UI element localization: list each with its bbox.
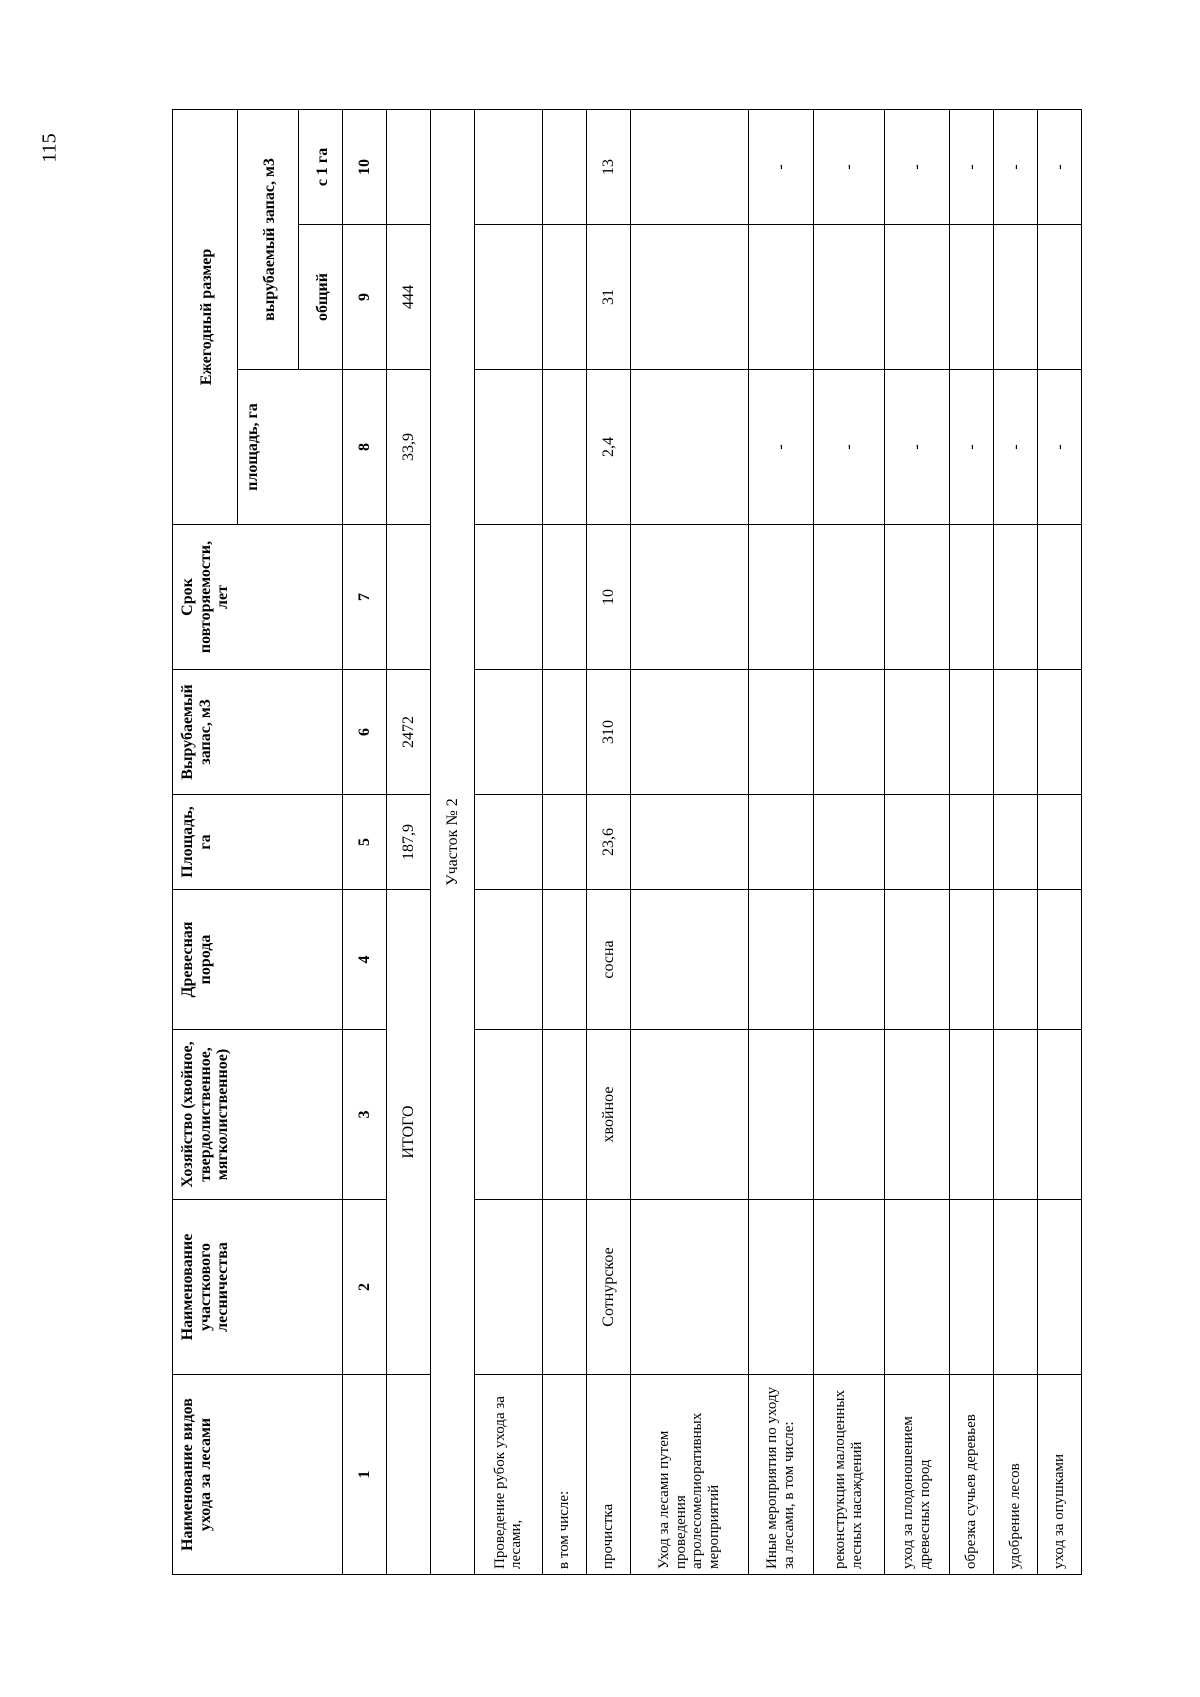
- col-number-4: 4: [342, 890, 386, 1030]
- forestry-cell: Сотнурское: [587, 1200, 631, 1375]
- area-cell: 23,6: [587, 795, 631, 890]
- col-number-10: 10: [342, 109, 386, 224]
- farm-type-cell: [1037, 1030, 1081, 1200]
- per-ha-cell: -: [884, 109, 949, 224]
- header-annual-stock: вырубаемый запас, м3: [238, 109, 299, 369]
- forestry-cell: [543, 1200, 587, 1375]
- annual-total-cell: 31: [587, 225, 631, 370]
- forestry-cell: [631, 1200, 748, 1375]
- annual-total-cell: [993, 225, 1037, 370]
- farm-type-cell: [993, 1030, 1037, 1200]
- stock-cell: 310: [587, 670, 631, 795]
- work-type-cell: Проведение рубок ухода за лесами,: [474, 1375, 542, 1575]
- header-forestry: Наименование участкового лесничества: [173, 1200, 343, 1375]
- per-ha-cell: -: [813, 109, 884, 224]
- work-type-cell: Иные мероприятия по уходу за лесами, в том числе:: [748, 1375, 813, 1575]
- farm-type-cell: [949, 1030, 993, 1200]
- rotated-table-container: [172, 110, 1082, 1575]
- annual-total-cell: [1037, 225, 1081, 370]
- annual-total-cell: [543, 225, 587, 370]
- area-cell: [543, 795, 587, 890]
- table-row: [748, 109, 813, 1574]
- section-label: Участок № 2: [430, 109, 474, 1574]
- species-cell: [474, 890, 542, 1030]
- header-area: Площадь, га: [173, 795, 343, 890]
- work-type-cell: уход за плодоношением древесных пород: [884, 1375, 949, 1575]
- header-annual-total: общий: [298, 225, 342, 370]
- annual-total-cell: [949, 225, 993, 370]
- header-stock: Вырубаемый запас, м3: [173, 670, 343, 795]
- area-cell: [631, 795, 748, 890]
- table-row: [543, 109, 587, 1574]
- farm-type-cell: [813, 1030, 884, 1200]
- annual-area-cell: 2,4: [587, 370, 631, 525]
- work-type-cell: прочистка: [587, 1375, 631, 1575]
- header-annual-area: площадь, га: [238, 370, 343, 525]
- annual-area-cell: -: [884, 370, 949, 525]
- stock-cell: [631, 670, 748, 795]
- col-number-6: 6: [342, 670, 386, 795]
- per-ha-cell: 13: [587, 109, 631, 224]
- col-number-9: 9: [342, 225, 386, 370]
- work-type-cell: удобрение лесов: [993, 1375, 1037, 1575]
- stock-cell: [993, 670, 1037, 795]
- farm-type-cell: [631, 1030, 748, 1200]
- period-cell: [993, 525, 1037, 670]
- period-cell: [474, 525, 542, 670]
- col-number-1: 1: [342, 1375, 386, 1575]
- period-cell: [631, 525, 748, 670]
- annual-area-cell: -: [949, 370, 993, 525]
- species-cell: [993, 890, 1037, 1030]
- area-cell: [474, 795, 542, 890]
- species-cell: [631, 890, 748, 1030]
- farm-type-cell: [884, 1030, 949, 1200]
- period-cell: 10: [587, 525, 631, 670]
- annual-area-cell: -: [748, 370, 813, 525]
- farm-type-cell: [474, 1030, 542, 1200]
- farm-type-cell: [748, 1030, 813, 1200]
- farm-type-cell: хвойное: [587, 1030, 631, 1200]
- species-cell: [1037, 890, 1081, 1030]
- forestry-cell: [884, 1200, 949, 1375]
- itogo-area: 187,9: [386, 795, 430, 890]
- forestry-cell: [813, 1200, 884, 1375]
- col-number-7: 7: [342, 525, 386, 670]
- table-row: [587, 109, 631, 1574]
- itogo-annual-area: 33,9: [386, 370, 430, 525]
- work-type-cell: в том числе:: [543, 1375, 587, 1575]
- per-ha-cell: [474, 109, 542, 224]
- period-cell: [1037, 525, 1081, 670]
- area-cell: [1037, 795, 1081, 890]
- stock-cell: [884, 670, 949, 795]
- itogo-stock: 2472: [386, 670, 430, 795]
- annual-area-cell: [631, 370, 748, 525]
- period-cell: [949, 525, 993, 670]
- table-row: [1037, 109, 1081, 1574]
- table-row: [993, 109, 1037, 1574]
- work-type-cell: Уход за лесами путем проведения агролесомелиоративных мероприятий: [631, 1375, 748, 1575]
- annual-total-cell: [813, 225, 884, 370]
- forestry-cell: [748, 1200, 813, 1375]
- itogo-blank: [386, 1375, 430, 1575]
- itogo-label: ИТОГО: [386, 890, 430, 1375]
- annual-total-cell: [631, 225, 748, 370]
- table-row: [631, 109, 748, 1574]
- work-type-cell: уход за опушками: [1037, 1375, 1081, 1575]
- forestry-cell: [1037, 1200, 1081, 1375]
- stock-cell: [748, 670, 813, 795]
- annual-total-cell: [884, 225, 949, 370]
- annual-total-cell: [748, 225, 813, 370]
- table-row: [813, 109, 884, 1574]
- area-cell: [949, 795, 993, 890]
- species-cell: сосна: [587, 890, 631, 1030]
- forestry-cell: [474, 1200, 542, 1375]
- col-number-3: 3: [342, 1030, 386, 1200]
- per-ha-cell: [543, 109, 587, 224]
- page-number: 115: [38, 133, 61, 163]
- header-farm-type: Хозяйство (хвойное, твердолиственное, мягколиственное): [173, 1030, 343, 1200]
- area-cell: [884, 795, 949, 890]
- annual-area-cell: [543, 370, 587, 525]
- header-annual-size: Ежегодный размер: [173, 109, 238, 524]
- annual-area-cell: [474, 370, 542, 525]
- col-number-8: 8: [342, 370, 386, 525]
- forestry-cell: [993, 1200, 1037, 1375]
- itogo-per-ha: [386, 109, 430, 224]
- table-row: [474, 109, 542, 1574]
- species-cell: [813, 890, 884, 1030]
- annual-area-cell: -: [813, 370, 884, 525]
- header-species: Древесная порода: [173, 890, 343, 1030]
- per-ha-cell: [631, 109, 748, 224]
- species-cell: [748, 890, 813, 1030]
- forest-care-table: [172, 109, 1082, 1575]
- period-cell: [748, 525, 813, 670]
- stock-cell: [813, 670, 884, 795]
- itogo-period: [386, 525, 430, 670]
- header-work-type: Наименование видов ухода за лесами: [173, 1375, 343, 1575]
- per-ha-cell: -: [993, 109, 1037, 224]
- per-ha-cell: -: [1037, 109, 1081, 224]
- stock-cell: [474, 670, 542, 795]
- species-cell: [884, 890, 949, 1030]
- annual-total-cell: [474, 225, 542, 370]
- area-cell: [813, 795, 884, 890]
- period-cell: [884, 525, 949, 670]
- per-ha-cell: -: [949, 109, 993, 224]
- col-number-2: 2: [342, 1200, 386, 1375]
- header-per-ha: с 1 га: [298, 109, 342, 224]
- annual-area-cell: -: [993, 370, 1037, 525]
- forestry-cell: [949, 1200, 993, 1375]
- table-row: [884, 109, 949, 1574]
- stock-cell: [949, 670, 993, 795]
- table-row: [949, 109, 993, 1574]
- annual-area-cell: -: [1037, 370, 1081, 525]
- per-ha-cell: -: [748, 109, 813, 224]
- work-type-cell: реконструкции малоценных лесных насаждений: [813, 1375, 884, 1575]
- area-cell: [748, 795, 813, 890]
- stock-cell: [1037, 670, 1081, 795]
- header-period: Срок повторяемости, лет: [173, 525, 343, 670]
- farm-type-cell: [543, 1030, 587, 1200]
- area-cell: [993, 795, 1037, 890]
- work-type-cell: обрезка сучьев деревьев: [949, 1375, 993, 1575]
- col-number-5: 5: [342, 795, 386, 890]
- period-cell: [813, 525, 884, 670]
- species-cell: [949, 890, 993, 1030]
- period-cell: [543, 525, 587, 670]
- species-cell: [543, 890, 587, 1030]
- stock-cell: [543, 670, 587, 795]
- itogo-annual-total: 444: [386, 225, 430, 370]
